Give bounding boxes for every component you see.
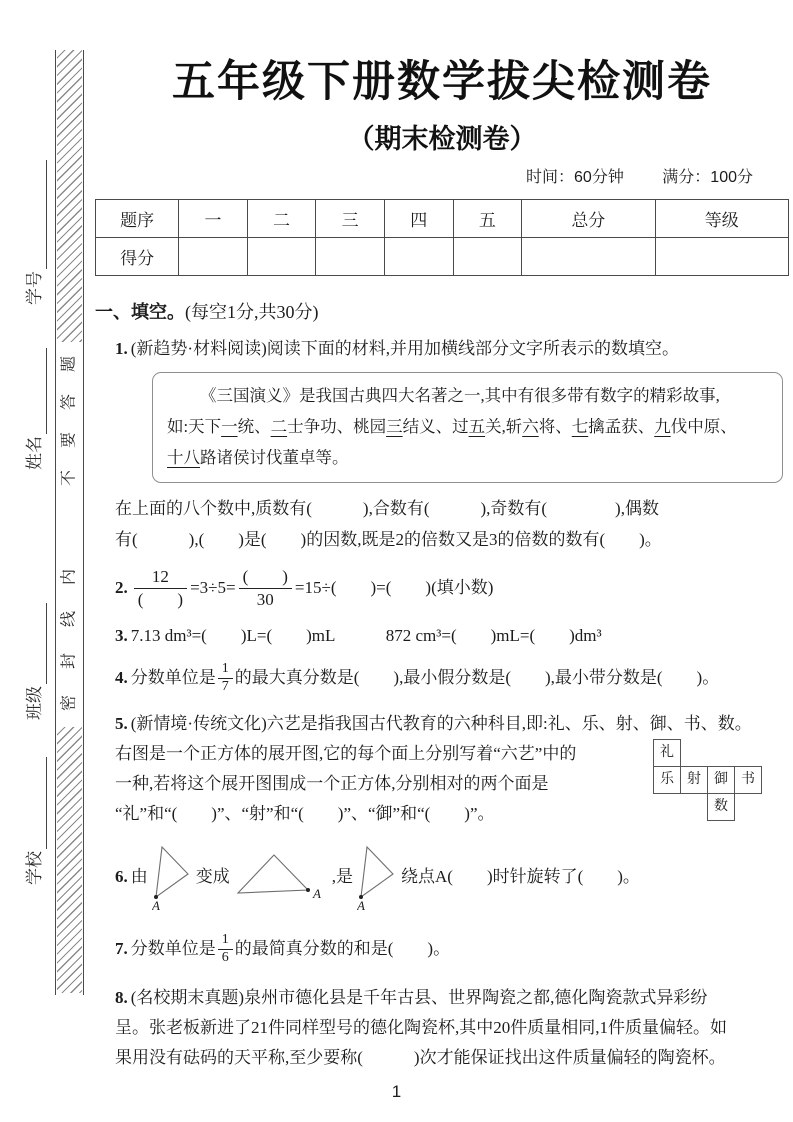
question-1-prompt <box>95 493 789 555</box>
seal-char: 线 <box>60 611 78 628</box>
net-cell-shu2: 数 <box>707 793 735 821</box>
question-6-t1: 由 <box>130 867 148 886</box>
score-cell-empty <box>316 238 385 276</box>
score-table-score-row <box>96 238 789 276</box>
fraction-1-over-6: $\frac{1}{6}$ <box>218 932 233 967</box>
score-header-cell: 题序 <box>96 200 179 238</box>
fraction-1-over-7: $\frac{1}{7}$ <box>218 661 233 696</box>
section-1-heading <box>95 298 789 324</box>
student-id-label: 学号 <box>25 271 44 305</box>
svg-text:A: A <box>312 886 321 901</box>
question-7-pre: 分数单位是 <box>130 939 216 958</box>
question-6-t3: ,是 <box>331 867 353 886</box>
school-blank <box>25 757 47 849</box>
school-field <box>21 757 47 885</box>
full-score: 满分：100分 <box>662 169 753 186</box>
question-5-line-1: 5. (新情境·传统文化)六艺是指我国古代教育的六种科目,即:礼、乐、射、御、书、数。 <box>115 714 752 733</box>
score-header-cell: 二 <box>247 200 316 238</box>
question-2 <box>95 561 789 615</box>
score-cell-empty <box>247 238 316 276</box>
question-4-number: 4. <box>115 668 128 687</box>
school-label: 学校 <box>25 851 44 885</box>
score-cell-empty <box>384 238 453 276</box>
seal-char: 内 <box>60 569 78 586</box>
score-header-cell: 四 <box>384 200 453 238</box>
student-name-field <box>21 348 47 470</box>
seal-char: 密 <box>60 695 78 712</box>
exam-content <box>95 0 789 1073</box>
reading-material-box <box>152 372 783 483</box>
question-7 <box>95 923 789 975</box>
score-header-cell: 三 <box>316 200 385 238</box>
net-cell-yue: 乐 <box>653 766 681 794</box>
seal-char: 要 <box>60 432 78 449</box>
question-5-line-4: “礼”和“( )”、“射”和“( )”、“御”和“( )”。 <box>115 804 495 823</box>
section-1-note: (每空1分,共30分) <box>185 302 319 322</box>
triangle-original-shape <box>152 843 192 911</box>
material-line-2: 如:天下一统、二士争功、桃园三结义、过五关,斩六将、七擒孟获、九伐中原、 <box>167 417 737 436</box>
question-5-line-2: 右图是一个正方体的展开图,它的每个面上分别写着“六艺”中的 <box>115 744 577 763</box>
fraction-blank-over-30: $\frac{( )}{30}$ <box>239 566 292 610</box>
score-cell-empty <box>453 238 522 276</box>
question-8 <box>95 983 789 1073</box>
question-2-tail: =15÷( )=( )(填小数) <box>294 578 494 597</box>
score-header-cell: 一 <box>179 200 248 238</box>
fraction-12-over-blank: $\frac{12}{( )}$ <box>134 566 187 610</box>
score-cell-empty <box>522 238 655 276</box>
question-3-number: 3. <box>115 626 128 645</box>
net-cell-yu: 御 <box>707 766 735 794</box>
score-cell-empty <box>179 238 248 276</box>
question-1-tag: (新趋势·材料阅读) <box>130 339 267 358</box>
section-1-title: 一、填空。 <box>95 302 185 322</box>
question-6-t4: 绕点A( )时针旋转了( )。 <box>401 867 640 886</box>
seal-char: 答 <box>60 394 78 411</box>
question-4-pre: 分数单位是 <box>130 668 216 687</box>
question-2-mid: =3÷5= <box>190 578 236 597</box>
svg-text:A: A <box>357 898 365 911</box>
student-name-blank <box>25 348 47 434</box>
question-5-number: 5. <box>115 714 128 733</box>
class-field <box>21 603 47 720</box>
svg-text:A: A <box>151 898 160 911</box>
question-1-prompt-line-2: 有( ),( )是( )的因数,既是2的倍数又是3的倍数的数有( )。 <box>115 530 662 549</box>
question-5 <box>95 709 789 829</box>
question-1-number: 1. <box>115 339 128 358</box>
seal-char: 不 <box>60 470 78 487</box>
student-id-blank <box>25 160 47 269</box>
triangle-result-shape <box>234 849 328 905</box>
student-name-label: 姓名 <box>25 436 44 470</box>
cube-net-diagram <box>653 739 763 822</box>
score-row-label: 得分 <box>96 238 179 276</box>
score-header-cell: 等级 <box>655 200 788 238</box>
question-7-post: 的最简真分数的和是( )。 <box>234 939 451 958</box>
question-3 <box>95 621 789 651</box>
question-8-line-3: 果用没有砝码的天平称,至少要称( )次才能保证找出这件质量偏轻的陶瓷杯。 <box>115 1048 726 1067</box>
exam-info-line <box>95 164 789 187</box>
net-cell-li: 礼 <box>653 739 681 767</box>
question-6 <box>95 835 789 919</box>
question-6-t2: 变成 <box>195 867 230 886</box>
question-1 <box>95 334 789 364</box>
score-cell-empty <box>655 238 788 276</box>
seal-char: 题 <box>60 356 78 373</box>
question-4-post: 的最大真分数是( ),最小假分数是( ),最小带分数是( )。 <box>234 668 720 687</box>
score-header-cell: 总分 <box>522 200 655 238</box>
seal-char: 封 <box>60 653 78 670</box>
question-2-number: 2. <box>115 578 128 597</box>
question-8-line-2: 呈。张老板新进了21件同样型号的德化陶瓷杯,其中20件质量相同,1件质量偏轻。如 <box>115 1018 727 1037</box>
score-table-header-row <box>96 200 789 238</box>
score-header-cell: 五 <box>453 200 522 238</box>
question-4 <box>95 655 789 701</box>
question-8-line-1: 8. (名校期末真题)泉州市德化县是千年古县、世界陶瓷之都,德化陶瓷款式异彩纷 <box>115 988 708 1007</box>
page-number: 1 <box>391 1082 402 1101</box>
student-id-field <box>21 160 47 305</box>
net-cell-shu: 书 <box>734 766 762 794</box>
triangle-pivot-shape <box>357 843 397 911</box>
question-5-line-3: 一种,若将这个展开图围成一个正方体,分别相对的两个面是 <box>115 774 549 793</box>
hatch-pattern-bottom <box>57 727 82 993</box>
question-3-text: 7.13 dm³=( )L=( )mL 872 cm³=( )mL=( )dm³ <box>130 626 602 645</box>
question-5-tag: (新情境·传统文化) <box>130 714 267 733</box>
seal-line-band <box>55 50 84 995</box>
page-subtitle: （期末检测卷） <box>347 124 537 154</box>
class-blank <box>25 603 47 684</box>
class-label: 班级 <box>25 686 44 720</box>
question-1-text: 阅读下面的材料,并用加横线部分文字所表示的数填空。 <box>266 339 679 358</box>
question-1-prompt-line-1: 在上面的八个数中,质数有( ),合数有( ),奇数有( ),偶数 <box>115 499 659 518</box>
time-limit: 时间：60分钟 <box>526 169 624 186</box>
material-line-3: 十八路诸侯讨伐董卓等。 <box>167 448 349 467</box>
material-line-1: 《三国演义》是我国古典四大名著之一,其中有很多带有数字的精彩故事, <box>200 386 720 405</box>
net-cell-she: 射 <box>680 766 708 794</box>
question-6-number: 6. <box>115 867 128 886</box>
score-table <box>95 199 789 276</box>
page-title: 五年级下册数学拔尖检测卷 <box>172 58 712 106</box>
hatch-pattern-top <box>57 50 82 342</box>
question-8-number: 8. <box>115 988 128 1007</box>
question-8-tag: (名校期末真题) <box>130 988 245 1007</box>
question-7-number: 7. <box>115 939 128 958</box>
